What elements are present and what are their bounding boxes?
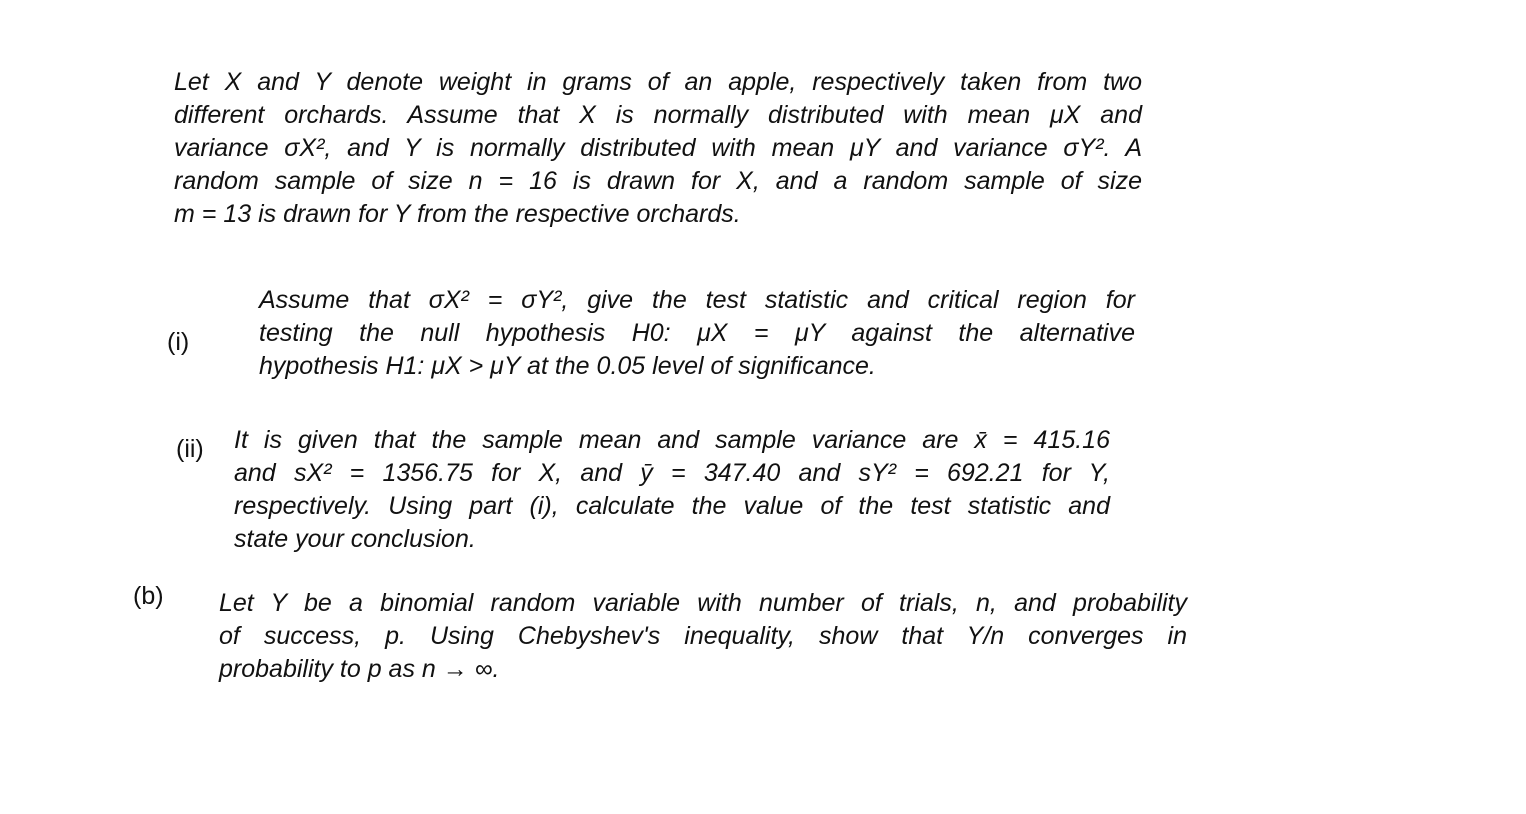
part-b-line-3: probability to p as n → ∞. bbox=[219, 655, 500, 683]
part-ii-line-4: state your conclusion. bbox=[234, 525, 476, 553]
part-i-line-2: testing the null hypothesis H0: μX = μY against the alternative bbox=[259, 319, 1135, 347]
intro-line-5: m = 13 is drawn for Y from the respective orchards. bbox=[174, 200, 741, 228]
part-ii-line-2: and sX² = 1356.75 for X, and ȳ = 347.40 and sY² = 692.21 for Y, bbox=[234, 459, 1110, 487]
part-i-label: (i) bbox=[167, 328, 190, 356]
intro-line-2: different orchards. Assume that X is normally distributed with mean μX and bbox=[174, 101, 1142, 129]
part-b-line-1: Let Y be a binomial random variable with number of trials, n, and probability bbox=[219, 589, 1187, 617]
part-b-paragraph bbox=[219, 587, 1187, 686]
part-b-line-2: of success, p. Using Chebyshev's inequality, show that Y/n converges in bbox=[219, 622, 1187, 650]
part-i-line-1: Assume that σX² = σY², give the test statistic and critical region for bbox=[259, 286, 1135, 314]
intro-line-4: random sample of size n = 16 is drawn for X, and a random sample of size bbox=[174, 167, 1142, 195]
part-ii-line-3: respectively. Using part (i), calculate the value of the test statistic and bbox=[234, 492, 1110, 520]
part-i-paragraph bbox=[259, 284, 1135, 383]
part-ii-line-1: It is given that the sample mean and sample variance are x̄ = 415.16 bbox=[234, 426, 1110, 454]
part-b-label: (b) bbox=[133, 582, 164, 610]
intro-line-3: variance σX², and Y is normally distributed with mean μY and variance σY². A bbox=[174, 134, 1142, 162]
part-i-line-3: hypothesis H1: μX > μY at the 0.05 level of significance. bbox=[259, 352, 876, 380]
part-ii-paragraph bbox=[234, 424, 1110, 556]
intro-line-1: Let X and Y denote weight in grams of an apple, respectively taken from two bbox=[174, 68, 1142, 96]
part-ii-label: (ii) bbox=[176, 435, 204, 463]
intro-paragraph bbox=[174, 66, 1142, 231]
